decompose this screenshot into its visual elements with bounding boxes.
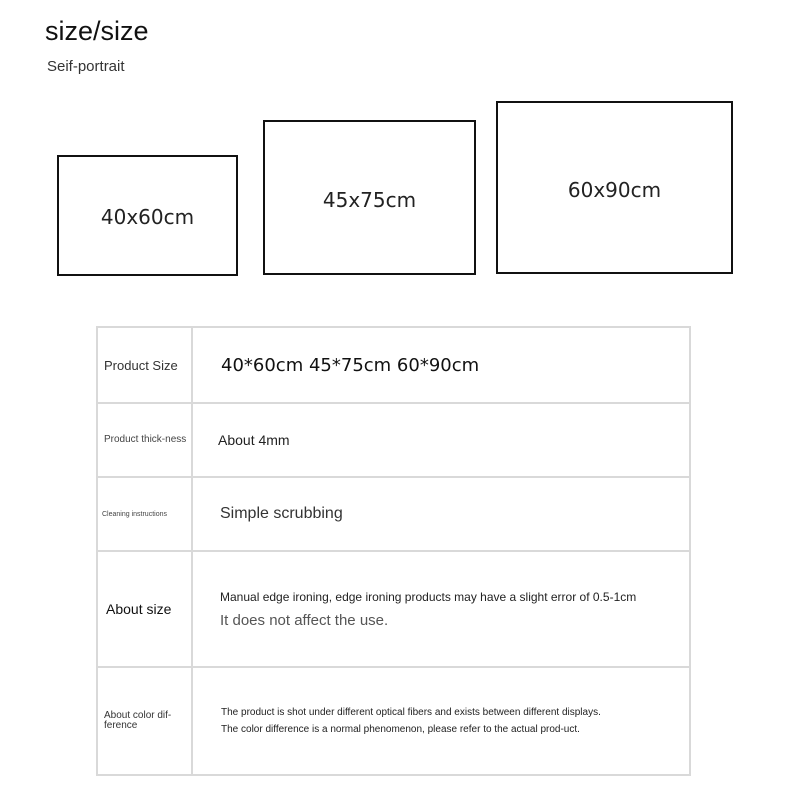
row-label: Product thick-ness	[104, 434, 187, 445]
row-value-cell	[192, 477, 690, 551]
row-value-cell	[192, 403, 690, 477]
row-value: Simple scrubbing	[220, 505, 343, 522]
size-box-label: 60x90cm	[567, 178, 662, 202]
row-value-line1: Manual edge ironing, edge ironing products may have a slight error of 0.5-1cm	[220, 589, 637, 604]
table-row-about-size	[97, 551, 690, 667]
row-label: Cleaning instructions	[102, 510, 167, 518]
row-label: About size	[106, 601, 172, 617]
size-box-60x90	[496, 101, 733, 274]
table-row-thickness	[97, 403, 690, 477]
spec-table	[96, 326, 691, 776]
row-label-cell	[97, 327, 192, 403]
row-label: Product Size	[104, 357, 178, 373]
table-row-color-difference	[97, 667, 690, 775]
size-box-label: 40x60cm	[100, 205, 195, 229]
row-label-cell	[97, 551, 192, 667]
row-label-cell	[97, 477, 192, 551]
row-value-line1: The product is shot under different optical fibers and exists between different displays.	[221, 706, 601, 718]
size-box-label: 45x75cm	[322, 188, 417, 212]
size-box-45x75	[263, 120, 476, 275]
row-label-cell	[97, 667, 192, 775]
row-label: About color dif-ference	[104, 710, 172, 731]
row-label-cell	[97, 403, 192, 477]
page-title: size/size	[45, 16, 149, 46]
row-value: 40*60cm 45*75cm 60*90cm	[221, 354, 480, 376]
row-value-cell	[192, 667, 690, 775]
size-box-40x60	[57, 155, 238, 276]
page-subtitle: Seif-portrait	[47, 58, 125, 75]
row-value-line2: The color difference is a normal phenomenon, please refer to the actual prod-uct.	[221, 723, 580, 735]
row-value-cell	[192, 551, 690, 667]
table-row-product-size	[97, 327, 690, 403]
row-value-cell	[192, 327, 690, 403]
row-value-line2: It does not affect the use.	[220, 611, 389, 629]
table-row-cleaning	[97, 477, 690, 551]
row-value: About 4mm	[218, 432, 290, 448]
